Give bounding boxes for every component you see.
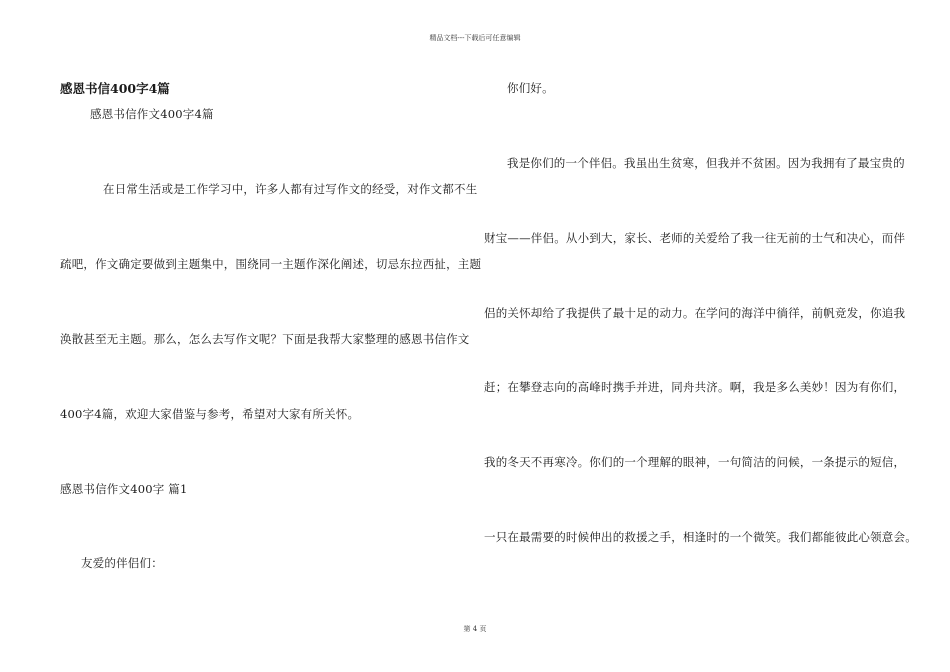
body-line: 400字4篇，欢迎大家借鉴与参考，希望对大家有所关怀。 [60, 407, 360, 421]
document-subtitle: 感恩书信作文400字4篇 [90, 107, 214, 121]
letter-salutation: 友爱的伴侣们： [81, 556, 163, 570]
section-heading: 感恩书信作文400字 篇1 [60, 482, 188, 496]
body-line: 一只在最需要的时候伸出的救援之手，相逢时的一个微笑。我们都能彼此心领意会。 [484, 530, 917, 544]
page-header: 精品文档---下载后可任意编辑 [429, 34, 521, 42]
body-line: 财宝——伴侣。从小到大，家长、老师的关爱给了我一往无前的士气和决心，而伴 [484, 231, 906, 245]
body-line: 我的冬天不再寒冷。你们的一个理解的眼神，一句简洁的问候，一条提示的短信， [484, 455, 906, 469]
body-line: 在日常生活或是工作学习中，许多人都有过写作文的经受，对作文都不生 [103, 182, 478, 196]
body-line: 你们好。 [507, 81, 554, 95]
body-line: 侣的关怀却给了我提供了最十足的动力。在学问的海洋中徜徉，前帆竞发，你追我 [484, 306, 906, 320]
page-number: 第 4 页 [463, 625, 487, 633]
body-line: 我是你们的一个伴侣。我虽出生贫寒，但我并不贫困。因为我拥有了最宝贵的 [507, 156, 905, 170]
body-line: 赶；在攀登志向的高峰时携手并进，同舟共济。啊，我是多么美妙！因为有你们， [484, 380, 906, 394]
body-line: 疏吧，作文确定要做到主题集中，围绕同一主题作深化阐述，切忌东拉西扯，主题 [60, 257, 482, 271]
document-title: 感恩书信400字4篇 [60, 81, 170, 96]
body-line: 涣散甚至无主题。那么，怎么去写作文呢？下面是我帮大家整理的感恩书信作文 [60, 332, 470, 346]
